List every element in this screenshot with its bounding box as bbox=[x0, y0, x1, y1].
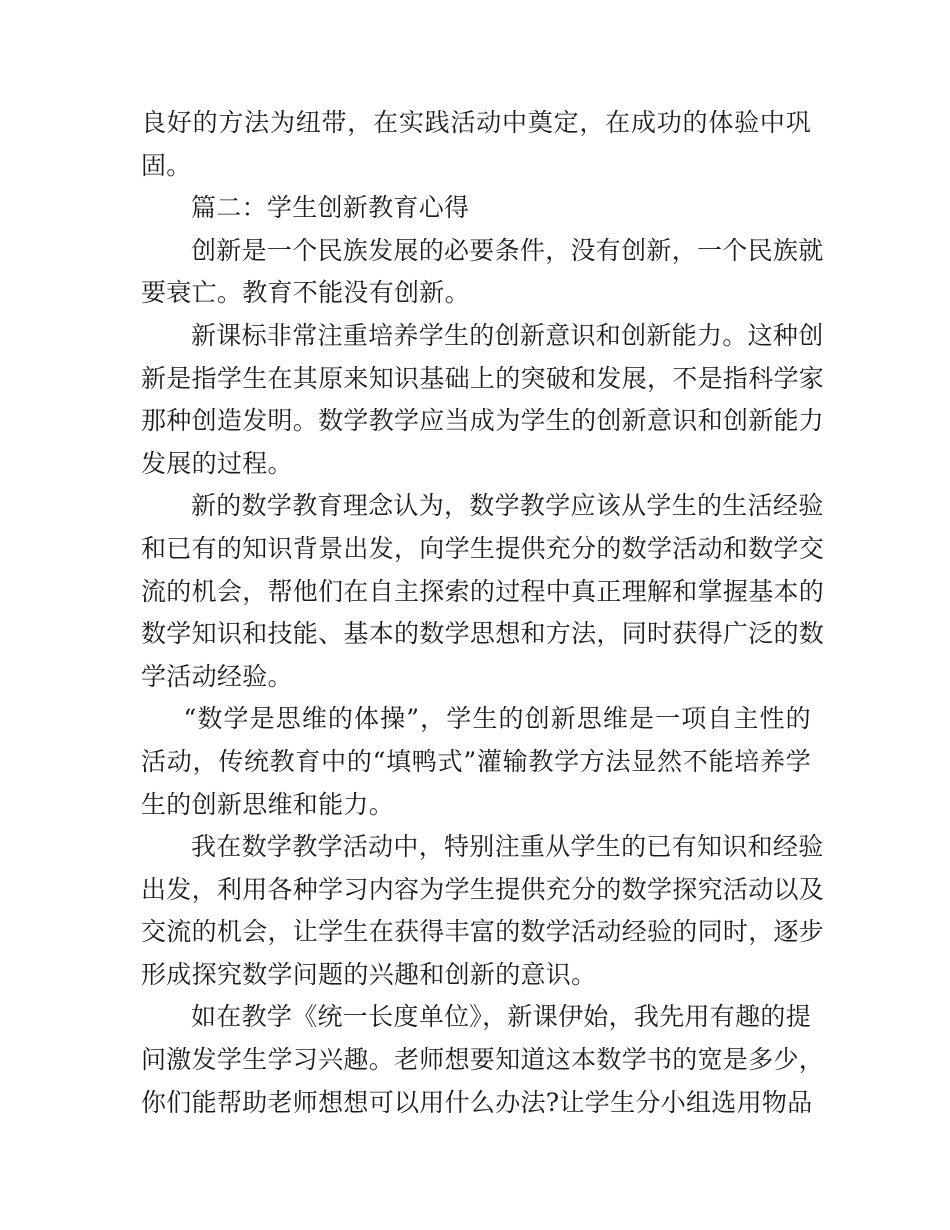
text-line: 问激发学生学习兴趣。老师想要知道这本数学书的宽是多少， bbox=[141, 1045, 825, 1075]
text-line: 流的机会，帮他们在自主探索的过程中真正理解和掌握基本的 bbox=[141, 576, 825, 606]
text-line: 形成探究数学问题的兴趣和创新的意识。 bbox=[141, 959, 597, 989]
paragraph bbox=[141, 315, 825, 485]
paragraph bbox=[141, 485, 825, 698]
text-line: 那种创造发明。数学教学应当成为学生的创新意识和创新能力 bbox=[141, 406, 825, 436]
text-line: 篇二：学生创新教育心得 bbox=[191, 193, 470, 223]
paragraph bbox=[141, 698, 811, 826]
text-line: 我在数学教学活动中，特别注重从学生的已有知识和经验 bbox=[191, 832, 824, 862]
text-line: 新是指学生在其原来知识基础上的突破和发展，不是指科学家 bbox=[141, 363, 825, 393]
text-line: 学活动经验。 bbox=[141, 661, 293, 691]
text-line: 交流的机会，让学生在获得丰富的数学活动经验的同时，逐步 bbox=[141, 917, 825, 947]
text-line: 新课标非常注重培养学生的创新意识和创新能力。这种创 bbox=[191, 320, 824, 350]
text-line: “数学是思维的体操”，学生的创新思维是一项自主性的 bbox=[183, 704, 811, 734]
paragraph bbox=[141, 996, 825, 1124]
text-line: 活动，传统教育中的“填鸭式”灌输教学方法显然不能培养学 bbox=[141, 746, 811, 776]
text-line: 要衰亡。教育不能没有创新。 bbox=[141, 278, 470, 308]
paragraph bbox=[141, 230, 824, 315]
text-line: 你们能帮助老师想想可以用什么办法?让学生分小组选用物品 bbox=[141, 1087, 813, 1117]
section-heading bbox=[141, 187, 811, 230]
text-line: 数学知识和技能、基本的数学思想和方法，同时获得广泛的数 bbox=[141, 619, 825, 649]
text-line: 新的数学教育理念认为，数学教学应该从学生的生活经验 bbox=[191, 491, 824, 521]
text-line: 出发，利用各种学习内容为学生提供充分的数学探究活动以及 bbox=[141, 874, 825, 904]
document-body bbox=[141, 102, 825, 1124]
text-line: 和已有的知识背景出发，向学生提供充分的数学活动和数学交 bbox=[141, 533, 825, 563]
text-line: 如在教学《统一长度单位》，新课伊始，我先用有趣的提 bbox=[191, 1002, 812, 1032]
text-line: 生的创新思维和能力。 bbox=[141, 789, 395, 819]
text-line: 固。 bbox=[141, 150, 192, 180]
paragraph bbox=[141, 102, 811, 187]
text-line: 良好的方法为纽带，在实践活动中奠定，在成功的体验中巩 bbox=[141, 108, 811, 137]
text-line: 发展的过程。 bbox=[141, 448, 293, 478]
text-line: 创新是一个民族发展的必要条件，没有创新，一个民族就 bbox=[191, 235, 824, 265]
paragraph bbox=[141, 826, 825, 996]
